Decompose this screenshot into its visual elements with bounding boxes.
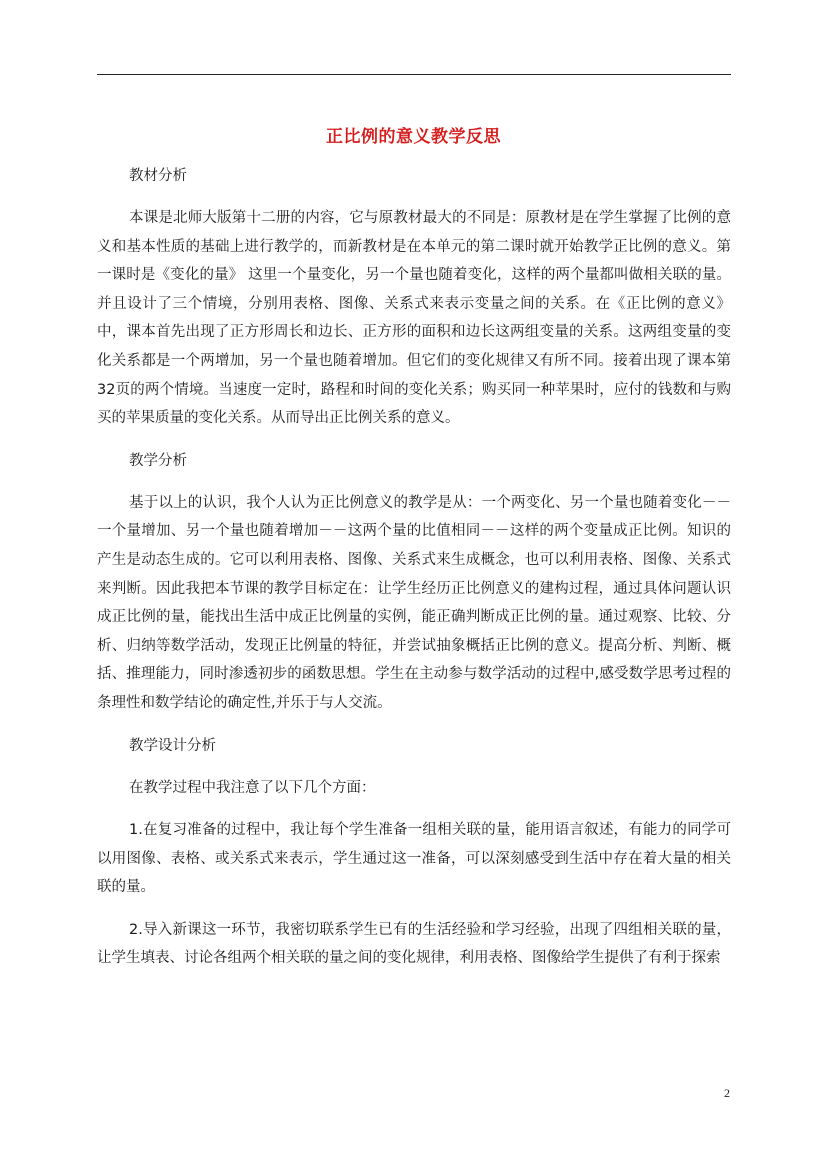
header-rule [97, 74, 731, 75]
section-heading: 教学分析 [129, 452, 187, 469]
paragraph: 在教学过程中我注意了以下几个方面： [129, 779, 376, 796]
document-body [97, 162, 731, 973]
paragraph: 1.在复习准备的过程中，我让每个学生准备一组相关联的量，能用语言叙述，有能力的同学可以用图像、表格、或关系式来表示，学生通过这一准备，可以深刻感受到生活中存在着大量的相关联的量。 [97, 822, 731, 896]
paragraph: 本课是北师大版第十二册的内容，它与原教材最大的不同是：原教材是在学生掌握了比例的意义和基本性质的基础上进行教学的，而新教材是在本单元的第二课时就开始教学正比例的意义。第一课时是《变化的量》 这里一个量变化，另一个量也随着变化，这样的两个量都叫做相关联的量。并且设计了三个情境，分别用表格、图像、关系式来表示变量之间的关系。在《正比例的意义》中，课本首先出现了正方形周长和边长、正方形的面积和边长这两组变量的关系。这两组变量的变化关系都是一个两增加，另一个量也随着增加。但它们的变化规律又有所不同。接着出现了课本第 32页的两个情境。当速度一定时，路程和时间的变化关系；购买同一种苹果时，应付的钱数和与购买的苹果质量的变化关系。从而导出正比例关系的意义。 [97, 210, 731, 427]
section-heading: 教材分析 [129, 168, 187, 184]
document-title: 正比例的意义教学反思 [326, 127, 501, 147]
paragraph: 基于以上的认识，我个人认为正比例意义的教学是从：一个两变化、另一个量也随着变化－－一个量增加、另一个量也随着增加－－这两个量的比值相同－－这样的两个变量成正比例。知识的产生是动态生成的。它可以利用表格、图像、关系式来生成概念，也可以利用表格、图像、关系式来判断。因此我把本节课的教学目标定在：让学生经历正比例意义的建构过程，通过具体问题认识成正比例的量，能找出生活中成正比例量的实例，能正确判断成正比例的量。通过观察、比较、分析、归纳等数学活动，发现正比例量的特征，并尝试抽象概括正比例的意义。提高分析、判断、概括、推理能力，同时渗透初步的函数思想。学生在主动参与数学活动的过程中,感受数学思考过程的条理性和数学结论的确定性,并乐于与人交流。 [97, 494, 731, 711]
section-heading: 教学设计分析 [129, 737, 216, 754]
paragraph: 2.导入新课这一环节，我密切联系学生已有的生活经验和学习经验，出现了四组相关联的量，让学生填表、讨论各组两个相关联的量之间的变化规律，利用表格、图像给学生提供了有利于探索 [97, 921, 731, 967]
page-number: 2 [724, 1086, 730, 1100]
